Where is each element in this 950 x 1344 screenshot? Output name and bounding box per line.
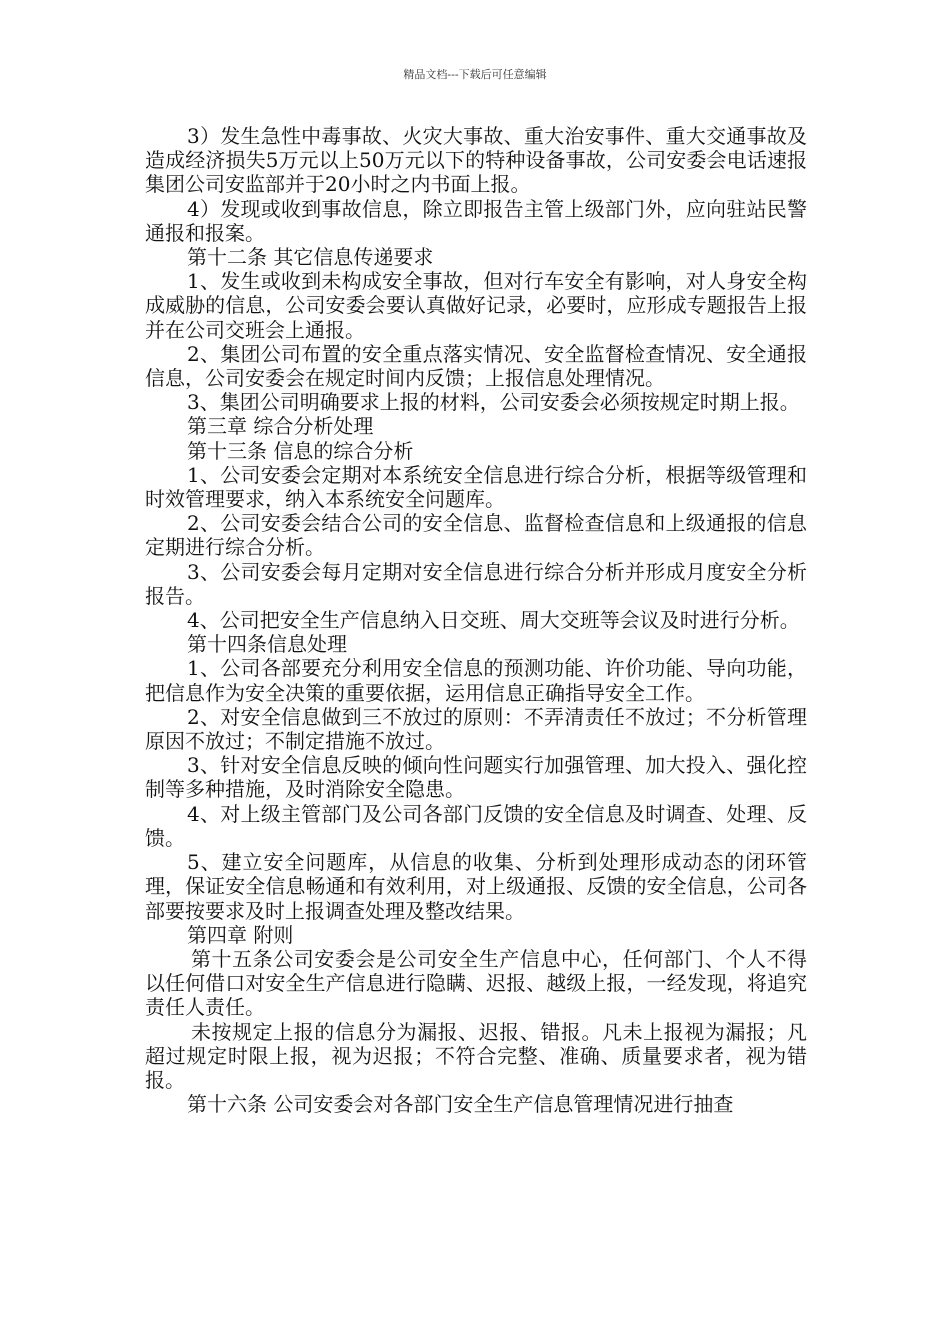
paragraph: 3、公司安委会每月定期对安全信息进行综合分析并形成月度安全分析报告。 xyxy=(145,559,807,608)
paragraph: 第十六条 公司安委会对各部门安全生产信息管理情况进行抽查 xyxy=(187,1092,734,1117)
paragraph: 5、建立安全问题库，从信息的收集、分析到处理形成动态的闭环管理，保证安全信息畅通和有效利用，对上级通报、反馈的安全信息，公司各部要按要求及时上报调查处理及整改结果。 xyxy=(145,850,807,923)
chapter-heading: 第三章 综合分析处理 xyxy=(187,414,374,439)
section-heading: 第十二条 其它信息传递要求 xyxy=(187,245,434,270)
paragraph: 3、集团公司明确要求上报的材料，公司安委会必须按规定时期上报。 xyxy=(187,390,800,415)
paragraph: 2、集团公司布置的安全重点落实情况、安全监督检查情况、安全通报信息，公司安委会在规定时间内反馈；上报信息处理情况。 xyxy=(145,341,807,391)
paragraph: 3、针对安全信息反映的倾向性问题实行加强管理、加大投入、强化控制等多种措施，及时消除安全隐患。 xyxy=(145,753,807,802)
paragraph: 2、公司安委会结合公司的安全信息、监督检查信息和上级通报的信息定期进行综合分析。 xyxy=(145,511,807,560)
section-heading: 第十四条信息处理 xyxy=(187,632,347,657)
chapter-heading: 第四章 附则 xyxy=(187,922,294,947)
paragraph: 4、公司把安全生产信息纳入日交班、周大交班等会议及时进行分析。 xyxy=(187,608,800,633)
paragraph: 4）发现或收到事故信息，除立即报告主管上级部门外，应向驻站民警通报和报案。 xyxy=(145,196,807,245)
paragraph: 1、发生或收到未构成安全事故，但对行车安全有影响，对人身安全构成威胁的信息，公司安委会要认真做好记录，必要时，应形成专题报告上报并在公司交班会上通报。 xyxy=(145,269,807,342)
paragraph: 4、对上级主管部门及公司各部门反馈的安全信息及时调查、处理、反馈。 xyxy=(145,801,807,850)
paragraph: 第十五条公司安委会是公司安全生产信息中心，任何部门、个人不得以任何借口对安全生产信息进行隐瞒、迟报、越级上报，一经发现，将追究责任人责任。 xyxy=(145,946,807,1020)
paragraph: 未按规定上报的信息分为漏报、迟报、错报。凡未上报视为漏报；凡超过规定时限上报，视为迟报；不符合完整、准确、质量要求者，视为错报。 xyxy=(145,1019,807,1092)
page-header: 精品文档---下载后可任意编辑 xyxy=(403,68,547,81)
section-heading: 第十三条 信息的综合分析 xyxy=(187,438,414,463)
paragraph: 3）发生急性中毒事故、火灾大事故、重大治安事件、重大交通事故及造成经济损失5万元以上50万元以下的特种设备事故，公司安委会电话速报集团公司安监部并于20小时之内书面上报。 xyxy=(145,124,807,197)
document-body xyxy=(145,124,807,1116)
paragraph: 2、对安全信息做到三不放过的原则：不弄清责任不放过；不分析管理原因不放过；不制定措施不放过。 xyxy=(145,704,807,754)
paragraph: 1、公司各部要充分利用安全信息的预测功能、许价功能、导向功能，把信息作为安全决策的重要依据，运用信息正确指导安全工作。 xyxy=(145,656,807,705)
paragraph: 1、公司安委会定期对本系统安全信息进行综合分析，根据等级管理和时效管理要求，纳入本系统安全问题库。 xyxy=(145,462,807,512)
